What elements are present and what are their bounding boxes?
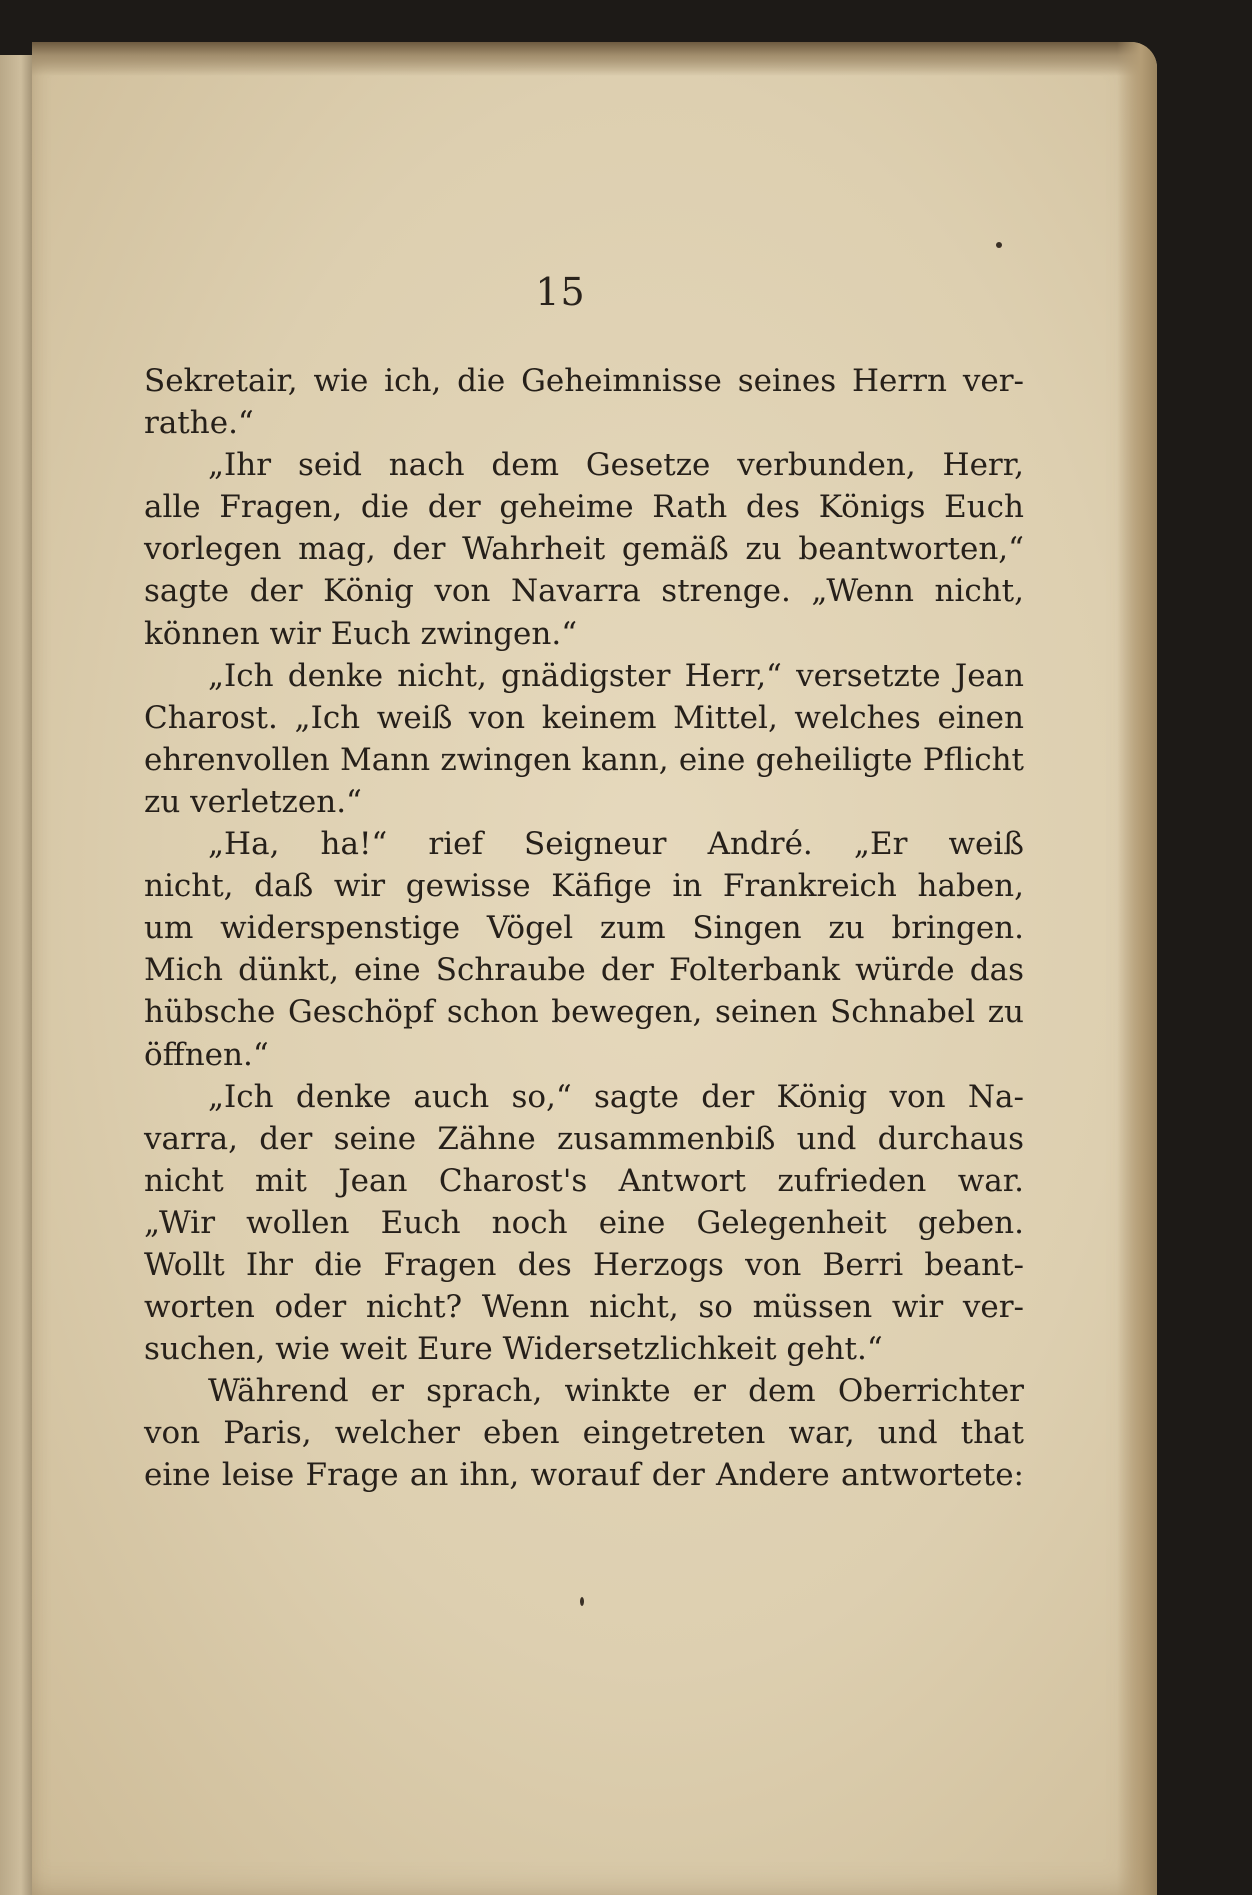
paper-speck xyxy=(996,242,1002,248)
text-line: Charost. „Ich weiß von keinem Mittel, welches einen xyxy=(144,699,1024,736)
paper-speck xyxy=(580,1597,584,1606)
text-line: Mich dünkt, eine Schraube der Folterbank würde das xyxy=(144,952,1024,989)
text-line: Während er sprach, winkte er dem Oberrichter xyxy=(208,1373,1024,1410)
text-line: worten oder nicht? Wenn nicht, so müssen wir ver- xyxy=(144,1289,1024,1326)
text-line: hübsche Geschöpf schon bewegen, seinen Schnabel zu xyxy=(144,994,1024,1031)
text-line: „Ha, ha!“ rief Seigneur André. „Er weiß xyxy=(208,826,1024,863)
body-text xyxy=(144,360,1024,1497)
text-line: vorlegen mag, der Wahrheit gemäß zu beantworten,“ xyxy=(144,531,1024,568)
text-line: „Ihr seid nach dem Gesetze verbunden, Herr, xyxy=(208,447,1024,484)
text-line: Wollt Ihr die Fragen des Herzogs von Berri beant- xyxy=(144,1246,1024,1283)
text-line: können wir Euch zwingen.“ xyxy=(144,615,578,652)
text-line: alle Fragen, die der geheime Rath des Königs Euch xyxy=(144,489,1024,526)
text-line: „Wir wollen Euch noch eine Gelegenheit geben. xyxy=(144,1204,1024,1241)
text-line: um widerspenstige Vögel zum Singen zu bringen. xyxy=(144,910,1024,947)
text-line: „Ich denke nicht, gnädigster Herr,“ versetzte Jean xyxy=(208,657,1024,694)
text-line: „Ich denke auch so,“ sagte der König von Na- xyxy=(208,1078,1024,1115)
text-line: suchen, wie weit Eure Widersetzlichkeit geht.“ xyxy=(144,1331,883,1368)
book-page xyxy=(32,42,1157,1895)
text-line: öffnen.“ xyxy=(144,1036,269,1073)
text-line: nicht, daß wir gewisse Käfige in Frankreich haben, xyxy=(144,868,1024,905)
text-line: ehrenvollen Mann zwingen kann, eine geheiligte Pflicht xyxy=(144,741,1024,778)
text-line: rathe.“ xyxy=(144,405,254,442)
text-line: eine leise Frage an ihn, worauf der Andere antwortete: xyxy=(144,1457,1024,1494)
text-line: sagte der König von Navarra strenge. „Wenn nicht, xyxy=(144,573,1024,610)
text-line: Sekretair, wie ich, die Geheimnisse seines Herrn ver- xyxy=(144,363,1024,399)
page-number: 15 xyxy=(535,270,586,314)
text-line: varra, der seine Zähne zusammenbiß und durchaus xyxy=(144,1120,1024,1157)
text-line: zu verletzen.“ xyxy=(144,783,362,820)
text-line: von Paris, welcher eben eingetreten war, und that xyxy=(144,1415,1024,1452)
text-line: nicht mit Jean Charost's Antwort zufrieden war. xyxy=(144,1162,1024,1199)
